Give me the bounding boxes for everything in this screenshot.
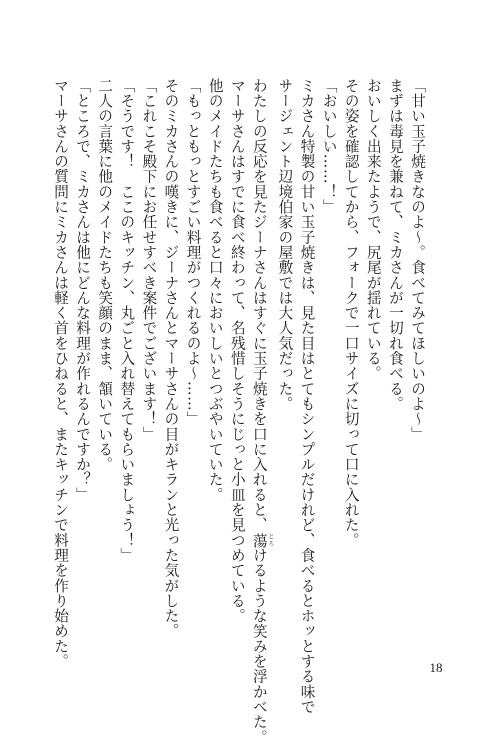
vertical-body-text [49,78,428,745]
text-line-11: 「もっともっとすごい料理がつくれるのよ～……」 [184,78,202,427]
text-line-9: マーサさんはすでに食べ終わって、名残惜しそうにじっと小皿を見つめている。 [228,78,246,624]
ruby-reading: とろ [266,532,274,548]
text-line-6: ミカさん特製の甘い玉子焼きは、見た目はとてもシンプルだけれど、食べるとホッとする味で [298,78,316,715]
text-line-4: その姿を確認してから、フォークで一口サイズに切って口に入れた。 [342,78,360,548]
text-line-2: まずは毒見を兼ねて、ミカさんが一切れ食べる。 [386,78,404,412]
ruby-annotation: 蕩 とろ [250,532,274,548]
text-line-5: 「おいしい……！」 [320,78,338,215]
text-line-8: わたしの反応を見たジーナさんはすぐに玉子焼きを口に入れると、蕩 とろけるような笑みを浮かべた。 [250,78,274,745]
text-line-15: 二人の言葉に他のメイドたちも笑顔のまま、頷いている。 [96,78,114,472]
text-line-17: マーサさんの質問にミカさんは軽く首をひねると、またキッチンで料理を作り始めた。 [52,78,69,669]
text-line-3: おいしく出来たようで、尻尾が揺れている。 [364,78,382,381]
text-line-16: 「ところで、ミカさんは他にどんな料理が作れるんですか？」 [74,78,92,503]
text-line-13: 「これこそ殿下にお任せすべき案件でございます！」 [140,78,158,442]
text-line-14: 「そうです！ ここのキッチン、丸ごと入れ替えてもらいましょう！」 [118,78,136,563]
text-line-12: そのミカさんの嘆きに、ジーナさんとマーサさんの目がキランと光った気がした。 [162,78,180,639]
text-line-10: 他のメイドたちも食べると口々においしいとつぶやいていた。 [206,78,224,503]
text-line-7: サージェント辺境伯家の屋敷では大人気だった。 [276,78,294,412]
text-line-1: 「甘い玉子焼きなのよ～。食べてみてほしいのよ～」 [409,78,426,442]
page-number: 18 [429,660,443,675]
